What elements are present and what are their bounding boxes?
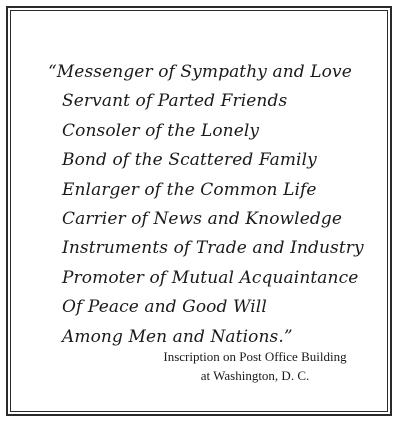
inscription-line: “Messenger of Sympathy and Love bbox=[48, 62, 352, 82]
attribution bbox=[140, 347, 370, 385]
inscription-line: Consoler of the Lonely bbox=[62, 120, 260, 141]
inscription-line: Bond of the Scattered Family bbox=[62, 150, 317, 171]
attribution-line: at Washington, D. C. bbox=[200, 368, 310, 383]
inscription-line: Carrier of News and Knowledge bbox=[62, 209, 342, 230]
inscription-line: Enlarger of the Common Life bbox=[62, 179, 317, 200]
attribution-line: Inscription on Post Office Building bbox=[163, 349, 347, 364]
inscription-text bbox=[48, 58, 364, 352]
inscription-line: Among Men and Nations.” bbox=[62, 326, 293, 347]
inscription-line: Of Peace and Good Will bbox=[62, 297, 267, 318]
inscription-line: Promoter of Mutual Acquaintance bbox=[62, 267, 359, 288]
inscription-line: Instruments of Trade and Industry bbox=[62, 238, 364, 259]
inscription-line: Servant of Parted Friends bbox=[62, 91, 288, 112]
